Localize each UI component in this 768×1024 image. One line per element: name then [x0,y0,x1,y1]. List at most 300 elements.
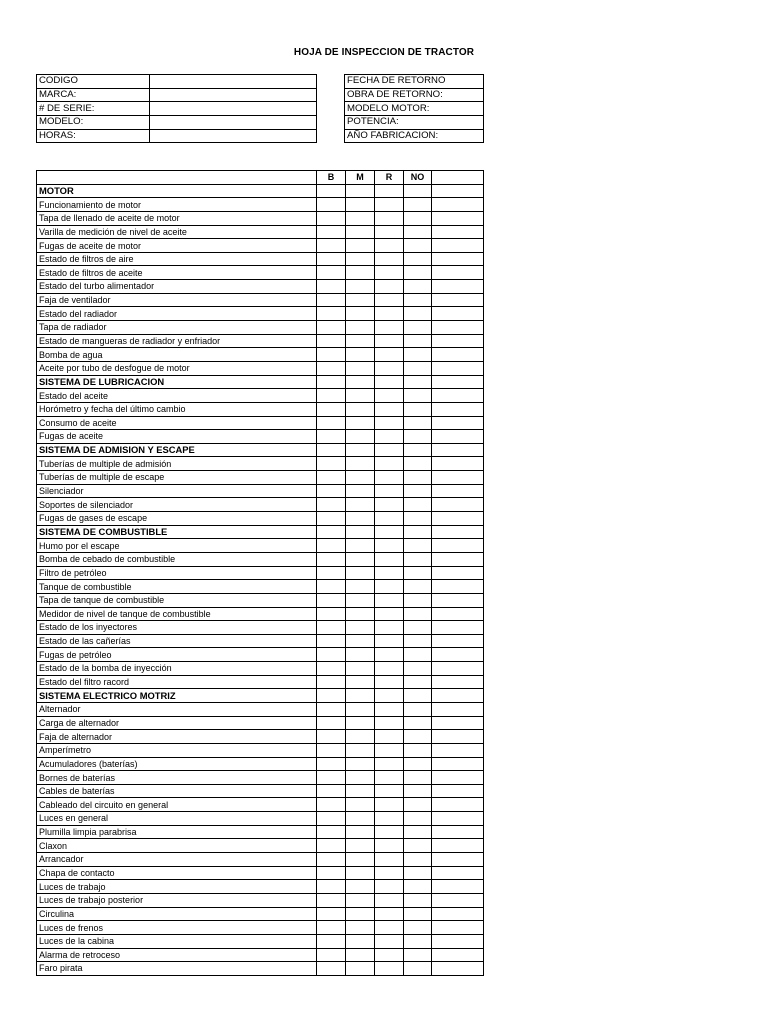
check-cell[interactable] [432,921,484,935]
check-cell[interactable] [432,525,484,539]
check-cell[interactable] [317,443,346,457]
check-cell[interactable] [346,621,375,635]
info-value-field[interactable] [150,129,317,143]
check-cell[interactable] [375,484,404,498]
check-cell[interactable] [346,866,375,880]
check-cell[interactable] [317,839,346,853]
check-cell[interactable] [317,866,346,880]
check-cell[interactable] [317,730,346,744]
check-cell[interactable] [404,539,432,553]
check-cell[interactable] [317,907,346,921]
check-cell[interactable] [404,334,432,348]
check-cell[interactable] [346,184,375,198]
check-cell[interactable] [432,484,484,498]
check-cell[interactable] [375,784,404,798]
check-cell[interactable] [375,361,404,375]
check-cell[interactable] [346,402,375,416]
info-value-field[interactable] [150,88,317,102]
check-cell[interactable] [375,211,404,225]
check-cell[interactable] [404,184,432,198]
check-cell[interactable] [346,757,375,771]
check-cell[interactable] [346,375,375,389]
check-cell[interactable] [346,825,375,839]
check-cell[interactable] [375,430,404,444]
check-cell[interactable] [317,321,346,335]
check-cell[interactable] [346,812,375,826]
check-cell[interactable] [317,252,346,266]
check-cell[interactable] [346,348,375,362]
check-cell[interactable] [346,416,375,430]
check-cell[interactable] [404,361,432,375]
check-cell[interactable] [346,307,375,321]
check-cell[interactable] [317,512,346,526]
check-cell[interactable] [432,893,484,907]
check-cell[interactable] [404,730,432,744]
check-cell[interactable] [346,552,375,566]
check-cell[interactable] [346,798,375,812]
check-cell[interactable] [346,839,375,853]
check-cell[interactable] [432,907,484,921]
check-cell[interactable] [375,880,404,894]
check-cell[interactable] [432,757,484,771]
check-cell[interactable] [375,498,404,512]
check-cell[interactable] [346,525,375,539]
check-cell[interactable] [375,866,404,880]
check-cell[interactable] [404,648,432,662]
check-cell[interactable] [317,812,346,826]
check-cell[interactable] [375,580,404,594]
check-cell[interactable] [346,648,375,662]
check-cell[interactable] [346,784,375,798]
check-cell[interactable] [404,866,432,880]
check-cell[interactable] [404,307,432,321]
check-cell[interactable] [375,962,404,976]
check-cell[interactable] [346,934,375,948]
check-cell[interactable] [317,239,346,253]
check-cell[interactable] [404,280,432,294]
check-cell[interactable] [375,907,404,921]
check-cell[interactable] [375,593,404,607]
check-cell[interactable] [432,321,484,335]
check-cell[interactable] [317,198,346,212]
check-cell[interactable] [432,211,484,225]
check-cell[interactable] [404,552,432,566]
check-cell[interactable] [404,921,432,935]
check-cell[interactable] [432,689,484,703]
item-label: Estado del turbo alimentador [37,280,317,294]
check-cell[interactable] [317,280,346,294]
check-cell[interactable] [375,266,404,280]
check-cell[interactable] [346,293,375,307]
check-cell[interactable] [375,566,404,580]
check-cell[interactable] [432,443,484,457]
check-cell[interactable] [432,307,484,321]
check-cell[interactable] [404,771,432,785]
check-cell[interactable] [346,771,375,785]
check-cell[interactable] [375,307,404,321]
check-cell[interactable] [432,402,484,416]
check-cell[interactable] [346,198,375,212]
check-cell[interactable] [432,866,484,880]
check-cell[interactable] [346,716,375,730]
check-cell[interactable] [404,607,432,621]
check-cell[interactable] [432,743,484,757]
check-cell[interactable] [432,498,484,512]
check-cell[interactable] [317,471,346,485]
check-cell[interactable] [432,634,484,648]
check-cell[interactable] [432,702,484,716]
check-cell[interactable] [432,812,484,826]
check-cell[interactable] [346,880,375,894]
check-cell[interactable] [432,566,484,580]
check-cell[interactable] [346,266,375,280]
check-cell[interactable] [432,771,484,785]
check-cell[interactable] [375,389,404,403]
check-cell[interactable] [432,512,484,526]
check-cell[interactable] [375,798,404,812]
check-cell[interactable] [432,416,484,430]
check-cell[interactable] [375,825,404,839]
check-cell[interactable] [317,402,346,416]
check-cell[interactable] [404,266,432,280]
check-cell[interactable] [317,675,346,689]
check-cell[interactable] [432,607,484,621]
check-cell[interactable] [432,825,484,839]
check-cell[interactable] [404,416,432,430]
check-cell[interactable] [375,280,404,294]
check-cell[interactable] [346,662,375,676]
check-cell[interactable] [317,525,346,539]
check-cell[interactable] [404,471,432,485]
check-cell[interactable] [317,784,346,798]
check-cell[interactable] [432,552,484,566]
check-cell[interactable] [346,361,375,375]
check-cell[interactable] [432,389,484,403]
check-cell[interactable] [346,334,375,348]
check-cell[interactable] [317,948,346,962]
check-cell[interactable] [404,198,432,212]
check-cell[interactable] [317,853,346,867]
check-cell[interactable] [346,430,375,444]
check-cell[interactable] [317,662,346,676]
check-cell[interactable] [375,934,404,948]
check-cell[interactable] [404,252,432,266]
check-cell[interactable] [346,498,375,512]
check-cell[interactable] [317,921,346,935]
check-cell[interactable] [346,566,375,580]
check-cell[interactable] [404,211,432,225]
check-cell[interactable] [317,389,346,403]
check-cell[interactable] [317,498,346,512]
check-cell[interactable] [375,743,404,757]
check-cell[interactable] [317,539,346,553]
check-cell[interactable] [404,812,432,826]
check-cell[interactable] [432,580,484,594]
check-cell[interactable] [404,457,432,471]
check-cell[interactable] [404,784,432,798]
check-cell[interactable] [317,348,346,362]
check-cell[interactable] [346,211,375,225]
check-cell[interactable] [375,552,404,566]
check-cell[interactable] [404,225,432,239]
check-cell[interactable] [375,621,404,635]
check-cell[interactable] [317,457,346,471]
check-cell[interactable] [317,484,346,498]
check-cell[interactable] [346,962,375,976]
check-cell[interactable] [317,893,346,907]
check-cell[interactable] [346,907,375,921]
check-cell[interactable] [404,512,432,526]
check-cell[interactable] [404,375,432,389]
item-label: Fugas de aceite [37,430,317,444]
check-cell[interactable] [375,471,404,485]
check-cell[interactable] [346,321,375,335]
check-cell[interactable] [432,716,484,730]
check-cell[interactable] [404,430,432,444]
check-cell[interactable] [432,184,484,198]
check-cell[interactable] [317,798,346,812]
checklist-row [37,430,484,444]
check-cell[interactable] [317,607,346,621]
check-cell[interactable] [375,293,404,307]
check-cell[interactable] [317,552,346,566]
check-cell[interactable] [404,402,432,416]
check-cell[interactable] [404,948,432,962]
check-cell[interactable] [404,893,432,907]
check-cell[interactable] [404,580,432,594]
check-cell[interactable] [375,689,404,703]
check-cell[interactable] [404,634,432,648]
check-cell[interactable] [404,962,432,976]
check-cell[interactable] [404,525,432,539]
check-cell[interactable] [375,771,404,785]
check-cell[interactable] [375,239,404,253]
check-cell[interactable] [432,675,484,689]
check-cell[interactable] [375,252,404,266]
check-cell[interactable] [375,416,404,430]
column-header: M [346,171,375,185]
check-cell[interactable] [346,512,375,526]
check-cell[interactable] [375,648,404,662]
check-cell[interactable] [346,921,375,935]
check-cell[interactable] [317,702,346,716]
check-cell[interactable] [346,280,375,294]
info-value-field[interactable] [150,116,317,130]
check-cell[interactable] [432,962,484,976]
check-cell[interactable] [317,757,346,771]
check-cell[interactable] [432,239,484,253]
check-cell[interactable] [404,689,432,703]
check-cell[interactable] [432,361,484,375]
check-cell[interactable] [346,893,375,907]
check-cell[interactable] [346,853,375,867]
check-cell[interactable] [346,457,375,471]
check-cell[interactable] [317,934,346,948]
check-cell[interactable] [404,321,432,335]
check-cell[interactable] [432,293,484,307]
check-cell[interactable] [375,512,404,526]
check-cell[interactable] [317,416,346,430]
item-label: Luces de frenos [37,921,317,935]
check-cell[interactable] [375,757,404,771]
check-cell[interactable] [375,716,404,730]
check-cell[interactable] [432,648,484,662]
check-cell[interactable] [346,239,375,253]
check-cell[interactable] [432,934,484,948]
check-cell[interactable] [346,484,375,498]
check-cell[interactable] [317,307,346,321]
check-cell[interactable] [404,825,432,839]
check-cell[interactable] [404,757,432,771]
check-cell[interactable] [346,702,375,716]
check-cell[interactable] [404,934,432,948]
check-cell[interactable] [432,348,484,362]
check-cell[interactable] [404,443,432,457]
check-cell[interactable] [346,948,375,962]
check-cell[interactable] [375,348,404,362]
check-cell[interactable] [317,743,346,757]
check-cell[interactable] [432,621,484,635]
check-cell[interactable] [317,225,346,239]
check-cell[interactable] [404,566,432,580]
check-cell[interactable] [432,798,484,812]
check-cell[interactable] [404,743,432,757]
info-value-field[interactable] [150,75,317,89]
check-cell[interactable] [375,675,404,689]
check-cell[interactable] [404,348,432,362]
check-cell[interactable] [317,334,346,348]
check-cell[interactable] [375,839,404,853]
check-cell[interactable] [375,812,404,826]
check-cell[interactable] [375,225,404,239]
check-cell[interactable] [317,880,346,894]
check-cell[interactable] [375,921,404,935]
check-cell[interactable] [404,293,432,307]
check-cell[interactable] [317,621,346,635]
check-cell[interactable] [375,853,404,867]
check-cell[interactable] [375,702,404,716]
check-cell[interactable] [375,402,404,416]
check-cell[interactable] [375,893,404,907]
check-cell[interactable] [346,252,375,266]
check-cell[interactable] [432,457,484,471]
check-cell[interactable] [317,266,346,280]
check-cell[interactable] [317,293,346,307]
check-cell[interactable] [346,743,375,757]
check-cell[interactable] [317,648,346,662]
check-cell[interactable] [432,430,484,444]
check-cell[interactable] [432,593,484,607]
check-cell[interactable] [432,839,484,853]
check-cell[interactable] [432,471,484,485]
check-cell[interactable] [346,634,375,648]
check-cell[interactable] [404,239,432,253]
check-cell[interactable] [404,853,432,867]
check-cell[interactable] [317,771,346,785]
check-cell[interactable] [375,730,404,744]
check-cell[interactable] [432,880,484,894]
check-cell[interactable] [346,225,375,239]
check-cell[interactable] [375,375,404,389]
check-cell[interactable] [432,662,484,676]
check-cell[interactable] [432,198,484,212]
check-cell[interactable] [317,580,346,594]
check-cell[interactable] [346,471,375,485]
check-cell[interactable] [317,825,346,839]
check-cell[interactable] [404,702,432,716]
check-cell[interactable] [346,730,375,744]
check-cell[interactable] [317,689,346,703]
check-cell[interactable] [432,375,484,389]
check-cell[interactable] [317,184,346,198]
check-cell[interactable] [432,225,484,239]
check-cell[interactable] [404,484,432,498]
check-cell[interactable] [404,498,432,512]
check-cell[interactable] [346,443,375,457]
check-cell[interactable] [404,389,432,403]
check-cell[interactable] [404,621,432,635]
check-cell[interactable] [404,880,432,894]
check-cell[interactable] [375,321,404,335]
check-cell[interactable] [375,334,404,348]
check-cell[interactable] [317,716,346,730]
check-cell[interactable] [404,675,432,689]
check-cell[interactable] [375,525,404,539]
check-cell[interactable] [375,662,404,676]
check-cell[interactable] [317,566,346,580]
check-cell[interactable] [375,634,404,648]
check-cell[interactable] [346,580,375,594]
check-cell[interactable] [375,184,404,198]
check-cell[interactable] [317,634,346,648]
check-cell[interactable] [432,853,484,867]
check-cell[interactable] [432,280,484,294]
check-cell[interactable] [432,948,484,962]
check-cell[interactable] [404,839,432,853]
check-cell[interactable] [432,539,484,553]
check-cell[interactable] [404,798,432,812]
check-cell[interactable] [346,593,375,607]
check-cell[interactable] [432,252,484,266]
check-cell[interactable] [346,389,375,403]
check-cell[interactable] [346,675,375,689]
check-cell[interactable] [375,539,404,553]
check-cell[interactable] [432,730,484,744]
check-cell[interactable] [375,198,404,212]
check-cell[interactable] [317,962,346,976]
check-cell[interactable] [346,539,375,553]
check-cell[interactable] [375,948,404,962]
check-cell[interactable] [375,607,404,621]
check-cell[interactable] [404,593,432,607]
check-cell[interactable] [404,907,432,921]
check-cell[interactable] [375,457,404,471]
check-cell[interactable] [375,443,404,457]
check-cell[interactable] [432,334,484,348]
check-cell[interactable] [432,266,484,280]
check-cell[interactable] [317,211,346,225]
check-cell[interactable] [404,662,432,676]
check-cell[interactable] [432,784,484,798]
check-cell[interactable] [317,430,346,444]
info-value-field[interactable] [150,102,317,116]
check-cell[interactable] [346,689,375,703]
check-cell[interactable] [317,361,346,375]
check-cell[interactable] [346,607,375,621]
check-cell[interactable] [317,593,346,607]
check-cell[interactable] [404,716,432,730]
check-cell[interactable] [317,375,346,389]
